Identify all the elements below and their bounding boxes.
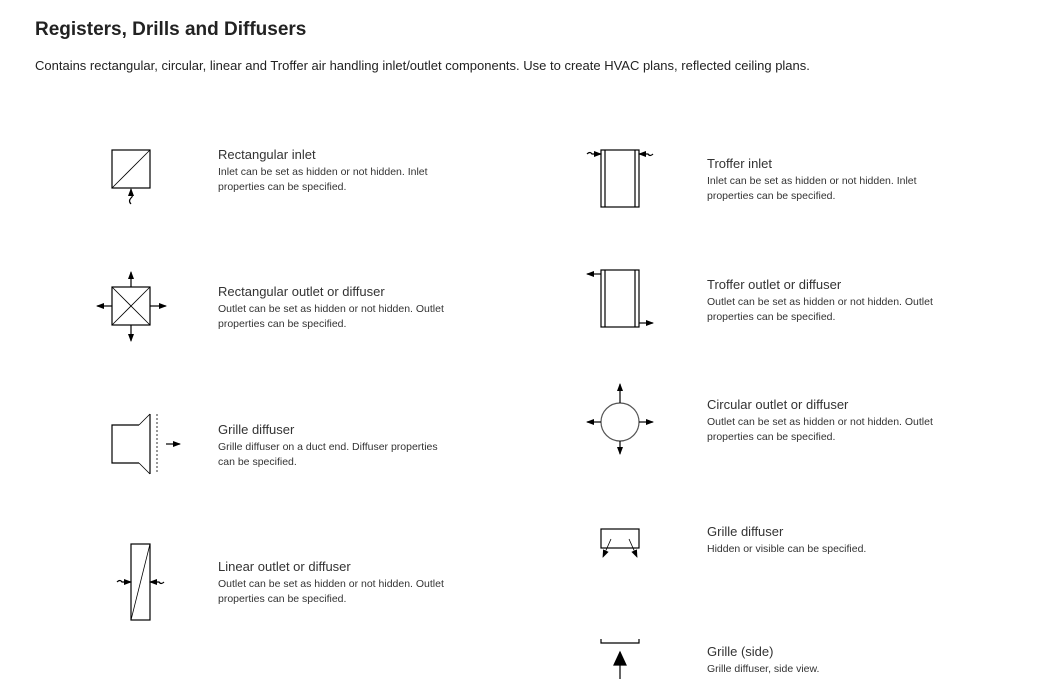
grille-side-icon[interactable] (601, 639, 639, 679)
troffer-outlet-icon[interactable] (587, 270, 653, 327)
item-desc: Inlet can be set as hidden or not hidden. Inlet properties can be specified. (218, 166, 428, 193)
page-description: Contains rectangular, circular, linear and Troffer air handling inlet/outlet components. Use to create HVAC plans, reflected ceiling plans. (35, 58, 810, 73)
item-desc: Outlet can be set as hidden or not hidden. Outlet properties can be specified. (218, 578, 444, 605)
circular-outlet-icon[interactable] (587, 384, 653, 454)
rectangular-outlet-icon[interactable] (97, 272, 166, 341)
item-title: Rectangular inlet (218, 147, 316, 162)
item-circular-outlet (707, 397, 1007, 445)
item-grille-side (707, 644, 1007, 677)
item-rectangular-outlet (218, 284, 518, 332)
grille-diffuser-duct-icon[interactable] (112, 414, 180, 474)
linear-outlet-icon[interactable] (117, 544, 164, 620)
grille-diffuser-icon[interactable] (601, 529, 639, 557)
troffer-inlet-icon[interactable] (587, 150, 653, 207)
item-troffer-outlet (707, 277, 1007, 325)
item-linear-outlet (218, 559, 518, 607)
item-grille-diffuser-duct (218, 422, 518, 470)
page-title: Registers, Drills and Diffusers (35, 19, 307, 40)
item-title: Rectangular outlet or diffuser (218, 284, 385, 299)
item-desc: Inlet can be set as hidden or not hidden. Inlet properties can be specified. (707, 175, 917, 202)
item-title: Troffer inlet (707, 156, 773, 171)
item-title: Grille diffuser (218, 422, 295, 437)
item-title: Grille diffuser (707, 524, 784, 539)
rectangular-inlet-icon[interactable] (112, 150, 150, 204)
item-troffer-inlet (707, 156, 1007, 204)
item-title: Troffer outlet or diffuser (707, 277, 842, 292)
item-rectangular-inlet (218, 147, 518, 195)
item-desc: Outlet can be set as hidden or not hidden. Outlet properties can be specified. (218, 303, 444, 330)
item-title: Linear outlet or diffuser (218, 559, 351, 574)
item-desc: Outlet can be set as hidden or not hidden. Outlet properties can be specified. (707, 416, 933, 443)
item-desc: Grille diffuser, side view. (707, 663, 820, 675)
item-desc: Outlet can be set as hidden or not hidden. Outlet properties can be specified. (707, 296, 933, 323)
item-desc: Grille diffuser on a duct end. Diffuser properties can be specified. (218, 441, 438, 468)
item-grille-diffuser (707, 524, 1007, 557)
item-title: Grille (side) (707, 644, 774, 659)
item-title: Circular outlet or diffuser (707, 397, 849, 412)
item-desc: Hidden or visible can be specified. (707, 543, 867, 555)
